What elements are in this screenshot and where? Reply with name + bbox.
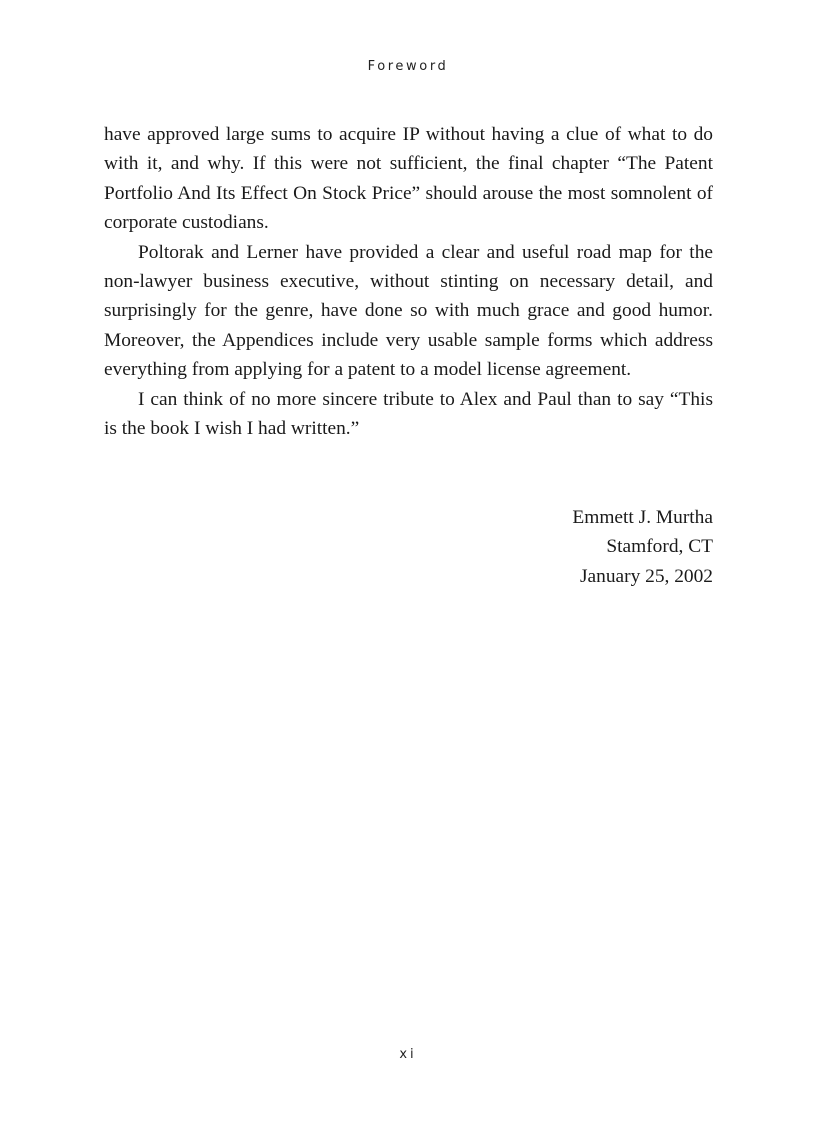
signature-date: January 25, 2002 (579, 565, 713, 587)
signature-block (572, 503, 713, 591)
signature-name: Emmett J. Murtha (572, 507, 713, 528)
paragraph-continued: have approved large sums to acquire IP without having a clue of what to do with it, and why. If this were not sufficient, the final chapter “The Patent Portfolio And Its Effect On Stock Price” should arouse the most somnolent of corporate custodians. (104, 124, 713, 234)
foreword-body (104, 120, 713, 443)
paragraph: I can think of no more sincere tribute to Alex and Paul than to say “This is the book I wish I had written.” (104, 388, 713, 440)
signature-location: Stamford, CT (606, 536, 713, 558)
running-head: Foreword (367, 59, 449, 74)
page-number: xi (399, 1047, 417, 1062)
paragraph: Poltorak and Lerner have provided a clear and useful road map for the non-lawyer business executive, without stinting on necessary detail, and surprisingly for the genre, have done so with much grace and good humor. Moreover, the Appendices include very usable sample forms which address everything from applying for a patent to a model license agreement. (104, 241, 713, 381)
